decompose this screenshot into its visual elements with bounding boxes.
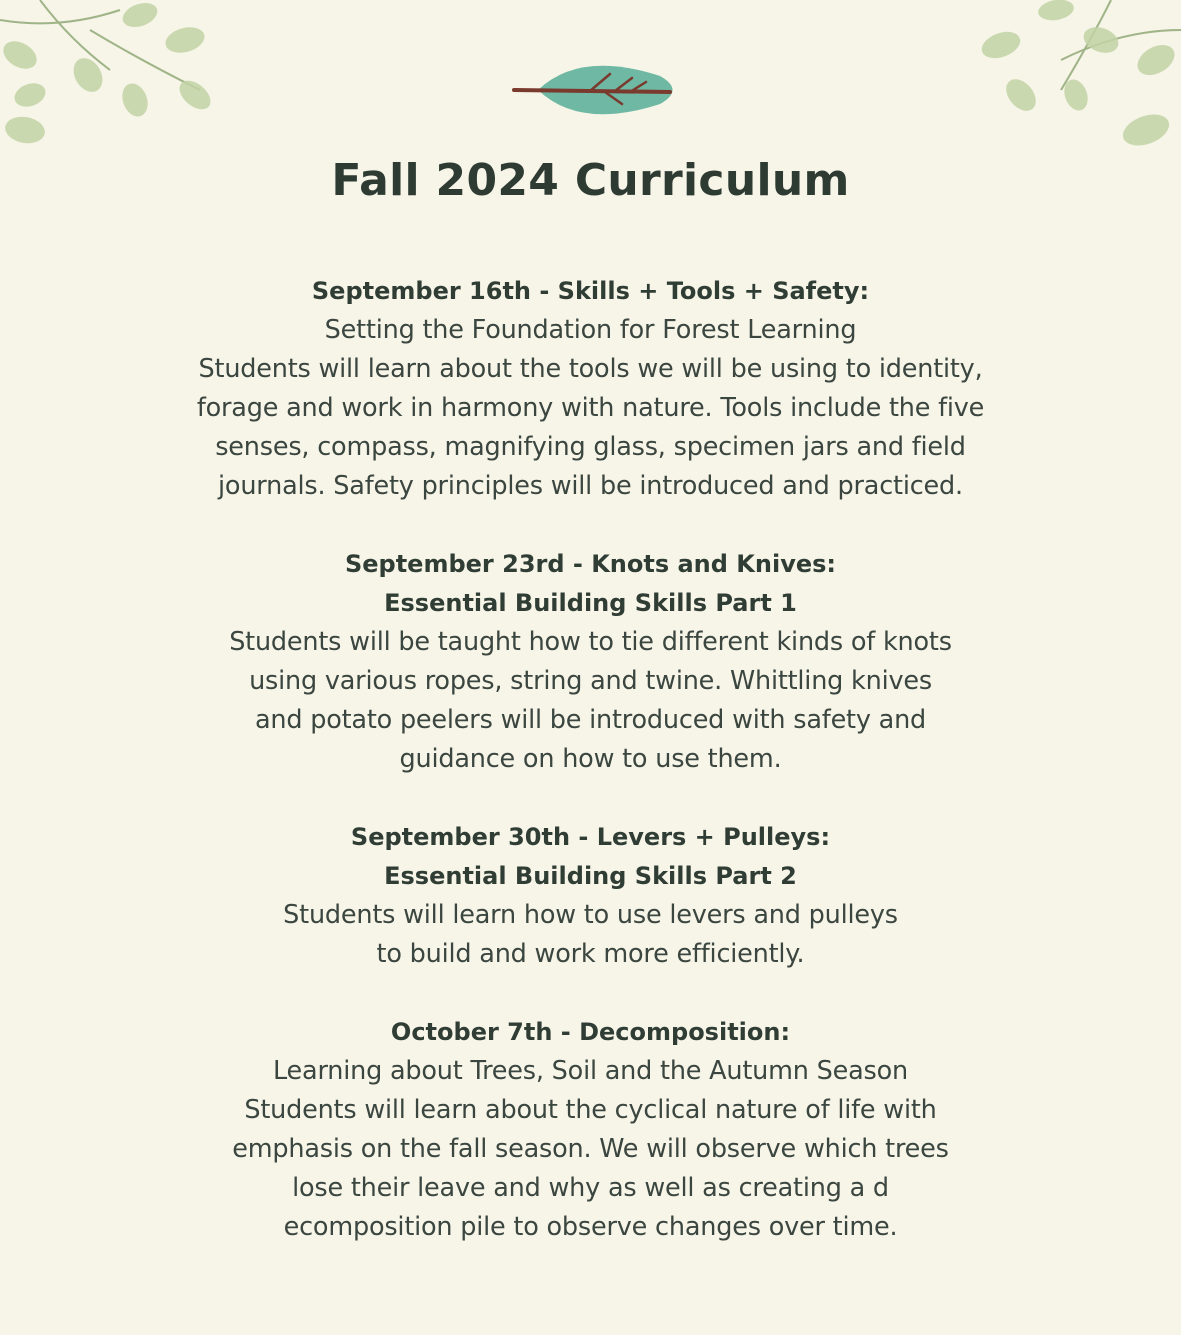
session-description-line: forage and work in harmony with nature. Tools include the five (196, 393, 985, 423)
session-sep-30 (150, 818, 1031, 974)
branch-leaves-top-right-icon (981, 0, 1181, 160)
session-description-line: journals. Safety principles will be introduced and practiced. (218, 471, 963, 501)
session-description-line: ecomposition pile to observe changes over time. (283, 1212, 898, 1242)
session-sep-16 (150, 272, 1031, 506)
session-description-line: Students will learn about the cyclical nature of life with (244, 1095, 937, 1125)
session-heading: September 30th - Levers + Pulleys: (350, 823, 831, 851)
session-sep-23 (150, 545, 1031, 779)
page-title: Fall 2024 Curriculum (331, 155, 850, 206)
session-description-line: to build and work more efficiently. (376, 939, 805, 969)
session-description-line: and potato peelers will be introduced with safety and (254, 705, 927, 735)
curriculum-list (150, 272, 1031, 1286)
leaf-icon (510, 56, 680, 124)
session-description-line: Students will learn how to use levers and pulleys (283, 900, 898, 930)
session-heading: September 23rd - Knots and Knives: (344, 550, 837, 578)
session-description-line: emphasis on the fall season. We will observe which trees (232, 1134, 949, 1164)
session-subtitle: Setting the Foundation for Forest Learning (324, 315, 857, 345)
session-heading: September 16th - Skills + Tools + Safety: (311, 277, 870, 305)
session-oct-7 (150, 1013, 1031, 1247)
session-description-line: Students will learn about the tools we will be using to identity, (198, 354, 983, 384)
session-subtitle: Learning about Trees, Soil and the Autumn Season (272, 1056, 909, 1086)
session-description-line: senses, compass, magnifying glass, specimen jars and field (215, 432, 966, 462)
session-description-line: Students will be taught how to tie different kinds of knots (229, 627, 952, 657)
session-heading: October 7th - Decomposition: (390, 1018, 791, 1046)
session-description-line: using various ropes, string and twine. Whittling knives (249, 666, 932, 696)
session-description-line: guidance on how to use them. (399, 744, 782, 774)
session-subheading: Essential Building Skills Part 2 (384, 862, 797, 890)
session-subheading: Essential Building Skills Part 1 (384, 589, 797, 617)
session-description-line: lose their leave and why as well as creating a d (292, 1173, 889, 1203)
branch-leaves-top-left-icon (0, 0, 230, 160)
